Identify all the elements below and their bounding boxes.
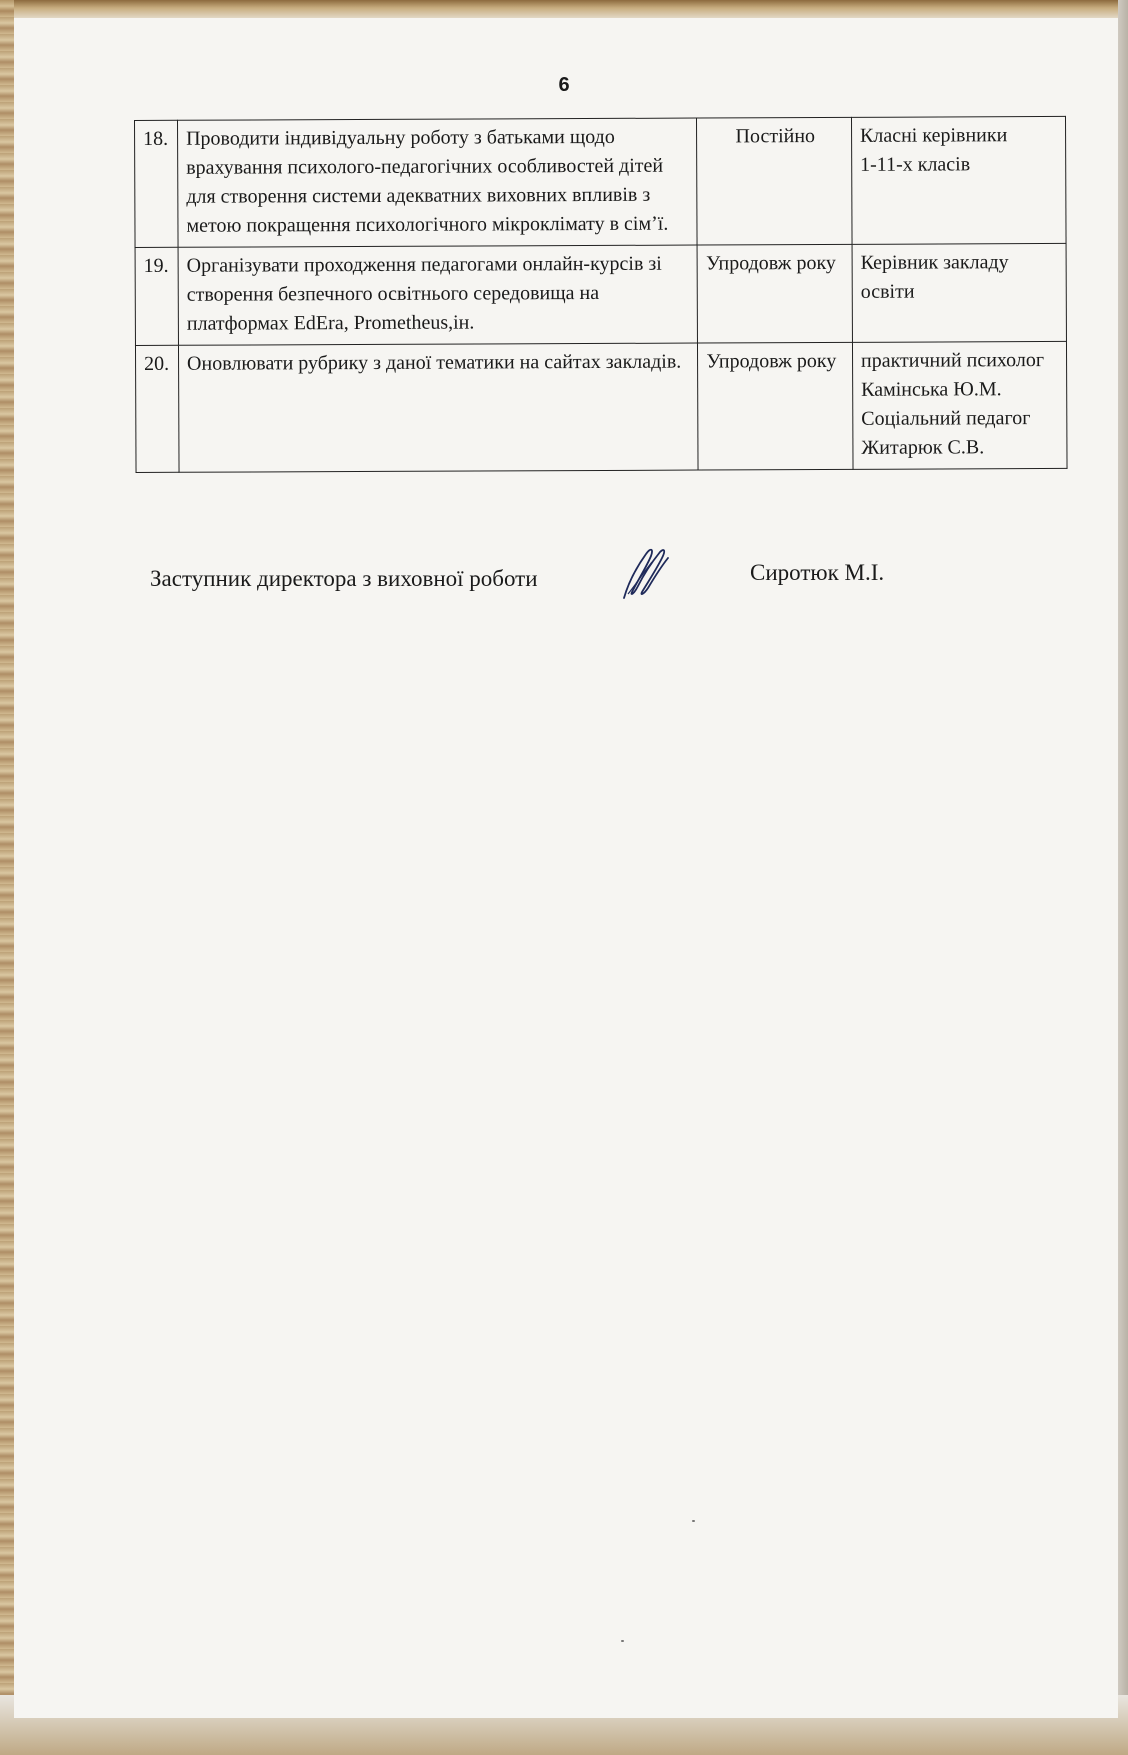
responsible bbox=[851, 116, 1066, 244]
table-row bbox=[135, 243, 1066, 345]
handwritten-signature bbox=[618, 544, 674, 602]
term: Упродовж року bbox=[698, 342, 853, 470]
task-description: Оновлювати рубрику з даної тематики на сайтах закладів. bbox=[178, 343, 698, 472]
signatory-title: Заступник директора з виховної роботи bbox=[150, 566, 538, 591]
responsible-line: практичний психолог bbox=[860, 349, 1045, 372]
row-number: 18. bbox=[135, 120, 179, 247]
responsible-line: Соціальний педагог bbox=[861, 407, 1031, 430]
scan-speck bbox=[621, 1640, 624, 1642]
responsible bbox=[852, 243, 1067, 342]
responsible-line: Камінська Ю.М. bbox=[861, 378, 1002, 401]
responsible-line: Класні керівники bbox=[859, 124, 1008, 147]
table-row bbox=[135, 341, 1067, 472]
signatory-name: Сиротюк М.І. bbox=[750, 560, 885, 585]
table-row bbox=[135, 116, 1067, 247]
responsible-line: Житарюк С.В. bbox=[861, 436, 985, 459]
term: Постійно bbox=[697, 117, 852, 245]
activity-plan-table bbox=[134, 116, 1068, 473]
scan-left-edge bbox=[0, 0, 14, 1755]
responsible bbox=[852, 341, 1067, 469]
row-number: 19. bbox=[135, 247, 178, 345]
responsible-line: 1-11-х класів bbox=[860, 153, 971, 176]
page-number: 6 bbox=[558, 74, 570, 96]
scan-speck bbox=[692, 1520, 695, 1522]
responsible-line: Керівник закладу освіти bbox=[860, 251, 1009, 303]
scan-right-edge bbox=[1118, 0, 1128, 1755]
row-number: 20. bbox=[135, 345, 179, 472]
term: Упродовж року bbox=[697, 244, 852, 343]
task-description: Організувати проходження педагогами онлайн-курсів зі створення безпечного освітнього середовища на платформах EdEra, Prometheus,ін. bbox=[178, 245, 698, 345]
task-description: Проводити індивідуальну роботу з батьками щодо врахування психолого-педагогічних особливостей дітей для створення системи адекватних виховних впливів з метою покращення психологічного мікроклімату в сім’ї. bbox=[177, 118, 697, 247]
